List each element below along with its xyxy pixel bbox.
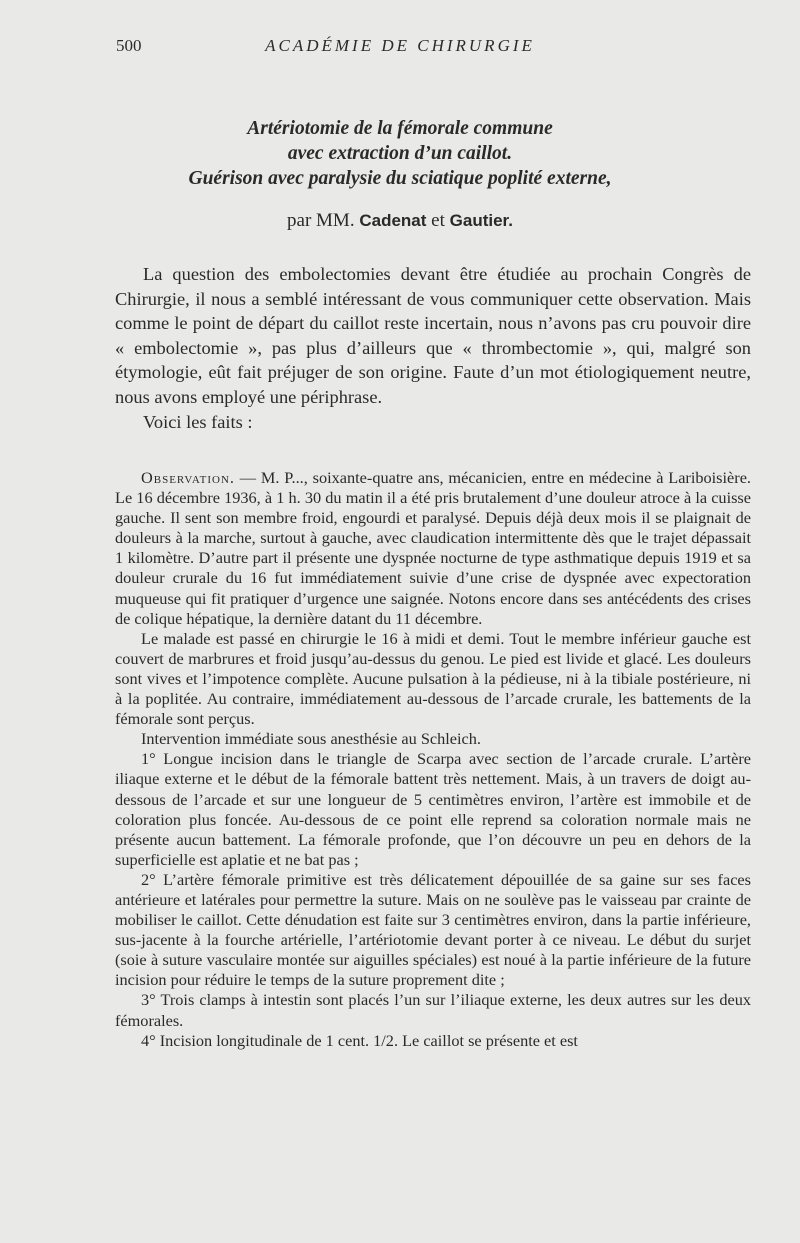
journal-title: ACADÉMIE DE CHIRURGIE [265, 36, 535, 55]
page-number: 500 [116, 36, 142, 55]
observation-paragraph: Le malade est passé en chirurgie le 16 à midi et demi. Tout le membre inférieur gauche est couvert de marbrures et froid jusqu’au-dessus du genou. Le pied est livide et glacé. Les douleurs sont vives et l’impotence complète. Aucune pulsation à la pédieuse, ni à la tibiale postérieure, ni à la poplitée. Au contraire, immédiatement au-dessous de l’arcade crurale, les battements de la fémorale sont perçus. [115, 628, 751, 729]
intro-paragraph: La question des embolectomies devant être étudiée au prochain Congrès de Chirurgie, il nous a semblé intéressant de vous communiquer cette observation. Mais comme le point de départ du caillot reste incertain, nous n’avons pas cru pouvoir dire « embolectomie », pas plus d’ailleurs que « thrombectomie », qui, malgré son étymologie, eût fait préjuger de son origine. Faute d’un mot étiologiquement neutre, nous avons employé une périphrase. [115, 264, 751, 407]
byline [0, 210, 800, 232]
observation-section [115, 468, 751, 1051]
observation-paragraph: 2° L’artère fémorale primitive est très délicatement dépouillée de sa gaine sur ses faces antérieure et latérales pour permettre la suture. Mais on ne soulève pas le vaisseau par crainte de mobiliser le caillot. Cette dénudation est faite sur 3 centimètres environ, dans la partie inférieure, sus-jacente à la fourche artérielle, l’artériotomie devant porter à ce niveau. Le début du surjet (soie à suture vasculaire montée sur aiguilles spéciales) est noué à la partie inférieure de la future incision pour réduire le temps de la suture proprement dite ; [115, 869, 751, 990]
author-name: Gautier. [449, 211, 513, 230]
intro-paragraph: Voici les faits : [143, 411, 253, 432]
author-name: Cadenat [359, 211, 427, 230]
title-line: Artériotomie de la fémorale commune [247, 118, 553, 139]
observation-paragraph: Intervention immédiate sous anesthésie au Schleich. [141, 729, 481, 749]
title-line: Guérison avec paralysie du sciatique poplité externe, [188, 168, 612, 189]
observation-paragraph: 1° Longue incision dans le triangle de Scarpa avec section de l’arcade crurale. L’artère iliaque externe et le début de la fémorale battent très nettement. Mais, à un travers de doigt au-dessous de l’arcade et sur une longueur de 5 centimètres environ, l’artère est immobile et de coloration plus foncée. Au-dessous de ce point elle reprend sa coloration normale mais ne présente aucun battement. La fémorale profonde, que l’on découvre un peu en dehors de la superficielle est aplatie et ne bat pas ; [115, 749, 751, 869]
observation-paragraph: 3° Trois clamps à intestin sont placés l’un sur l’iliaque externe, les deux autres sur les deux fémorales. [115, 990, 751, 1030]
observation-label: Observation. [141, 468, 235, 487]
observation-text: — M. P..., soixante-quatre ans, mécanicien, entre en médecine à Lariboisière. Le 16 décembre 1936, à 1 h. 30 du matin il a été pris brutalement d’une douleur atroce à la cuisse gauche. Il sent son membre froid, engourdi et paralysé. Depuis déjà deux mois il se plaignait de douleurs à la marche, surtout à gauche, avec claudication intermittente dès que le trajet dépassait 1 kilomètre. D’autre part il présente une dyspnée nocturne de type asthmatique depuis 1919 et sa douleur crurale du 16 fut immédiatement suivie d’une crise de dyspnée avec expectoration muqueuse qui fit pratiquer d’urgence une saignée. Notons encore dans ses antécédents des crises de colique hépatique, la dernière datant du 11 décembre. [115, 468, 751, 628]
title-line: avec extraction d’un caillot. [287, 143, 513, 164]
byline-prefix: par MM. [287, 210, 355, 231]
observation-paragraph: 4° Incision longitudinale de 1 cent. 1/2. Le caillot se présente et est [141, 1030, 578, 1050]
running-header [0, 36, 800, 58]
introduction [115, 262, 751, 434]
byline-conjunction: et [431, 210, 445, 231]
article-title [0, 116, 800, 191]
observation-paragraph [115, 468, 751, 629]
